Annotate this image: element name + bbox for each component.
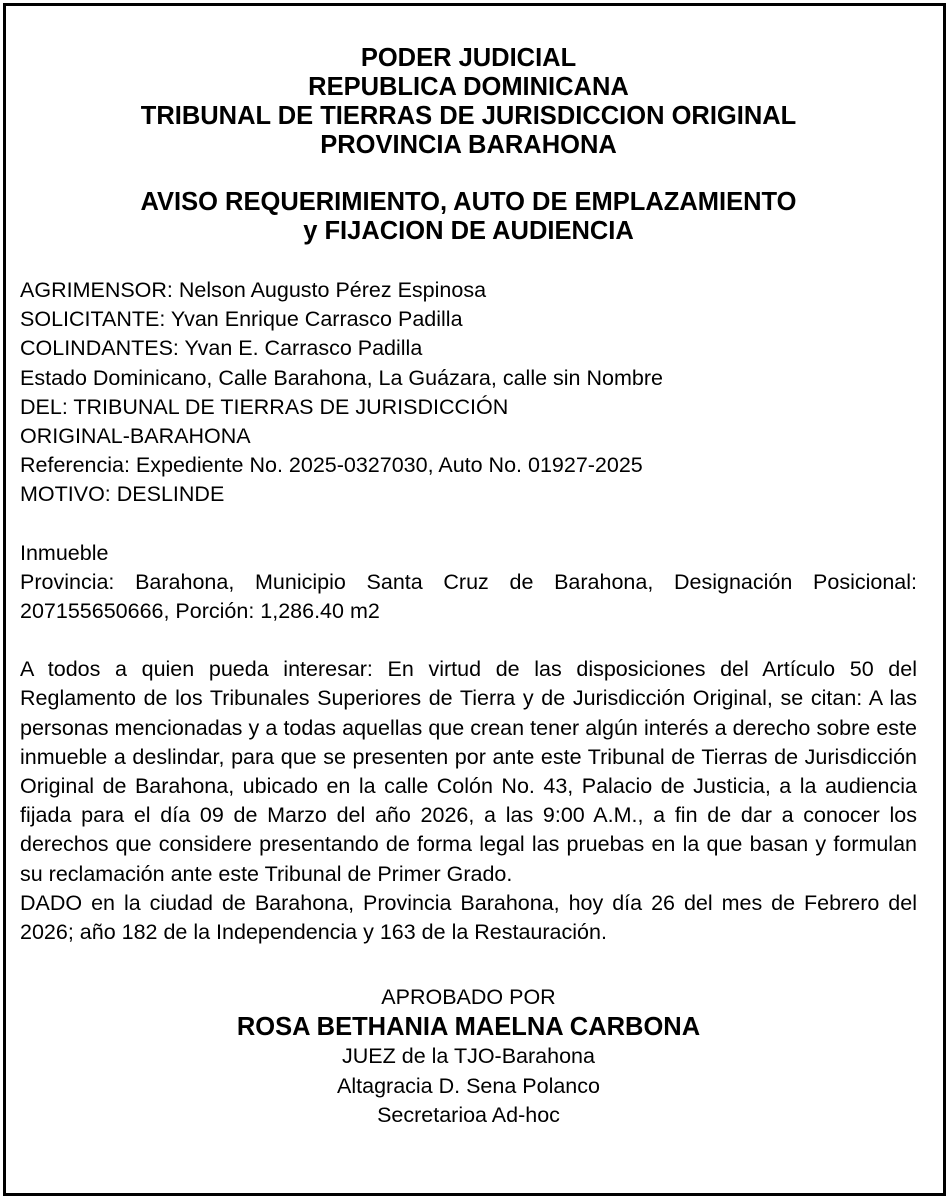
judge-title: JUEZ de la TJO-Barahona [342, 1044, 595, 1069]
applicant-line: SOLICITANTE: Yvan Enrique Carrasco Padilla [20, 307, 463, 332]
approved-by-label: APROBADO POR [381, 985, 556, 1010]
property-label: Inmueble [20, 540, 109, 565]
motive-line: MOTIVO: DESLINDE [20, 482, 225, 507]
legal-notice [20, 44, 917, 1130]
case-info [20, 276, 917, 510]
summons-paragraph: A todos a quien pueda interesar: En virtud de las disposiciones del Artículo 50 del Reglamento de los Tribunales Superiores de Tierra y de Jurisdicción Original, se citan: A las personas mencionadas y a todas aquellas que crean tener algún interés a derecho sobre este inmueble a deslindar, para que se presenten por ante este Tribunal de Tierras de Jurisdicción Original de Barahona, ubicado en la calle Colón No. 43, Palacio de Justicia, a la audiencia fijada para el día 09 de Marzo del año 2026, a las 9:00 A.M., a fin de dar a conocer los derechos que considere presentando de forma legal las pruebas en la que basan y formulan su reclamación ante este Tribunal de Primer Grado. [20, 657, 917, 886]
adjoining-owners-line: COLINDANTES: Yvan E. Carrasco Padilla [20, 336, 423, 361]
adjoining-owners-continued: Estado Dominicano, Calle Barahona, La Guázara, calle sin Nombre [20, 365, 663, 390]
title-line-2: y FIJACION DE AUDIENCIA [303, 217, 634, 245]
title-line-1: AVISO REQUERIMIENTO, AUTO DE EMPLAZAMIENTO [140, 188, 797, 216]
notice-title [20, 188, 917, 246]
judge-name: ROSA BETHANIA MAELNA CARBONA [236, 1013, 701, 1042]
header-line-province: PROVINCIA BARAHONA [320, 131, 617, 159]
property-section [20, 539, 917, 627]
secretary-name: Altagracia D. Sena Polanco [337, 1073, 600, 1098]
signature-block [20, 983, 917, 1130]
dated-paragraph: DADO en la ciudad de Barahona, Provincia Barahona, hoy día 26 del mes de Febrero del 2026; año 182 de la Independencia y 163 de la Restauración. [20, 890, 917, 945]
header-line-tribunal: TRIBUNAL DE TIERRAS DE JURISDICCION ORIGINAL [140, 102, 797, 130]
reference-line: Referencia: Expediente No. 2025-0327030, Auto No. 01927-2025 [20, 453, 643, 478]
header-line-republic: REPUBLICA DOMINICANA [308, 73, 629, 101]
court-header [20, 44, 917, 160]
issuing-court-line-2: ORIGINAL-BARAHONA [20, 424, 251, 449]
notice-body [20, 655, 917, 947]
issuing-court-line-1: DEL: TRIBUNAL DE TIERRAS DE JURISDICCIÓN [20, 394, 509, 419]
surveyor-line: AGRIMENSOR: Nelson Augusto Pérez Espinosa [20, 278, 487, 302]
secretary-title: Secretarioa Ad-hoc [377, 1102, 560, 1127]
header-line-judicial-power: PODER JUDICIAL [360, 44, 577, 72]
property-description: Provincia: Barahona, Municipio Santa Cruz de Barahona, Designación Posicional: 207155650666, Porción: 1,286.40 m2 [20, 569, 917, 624]
